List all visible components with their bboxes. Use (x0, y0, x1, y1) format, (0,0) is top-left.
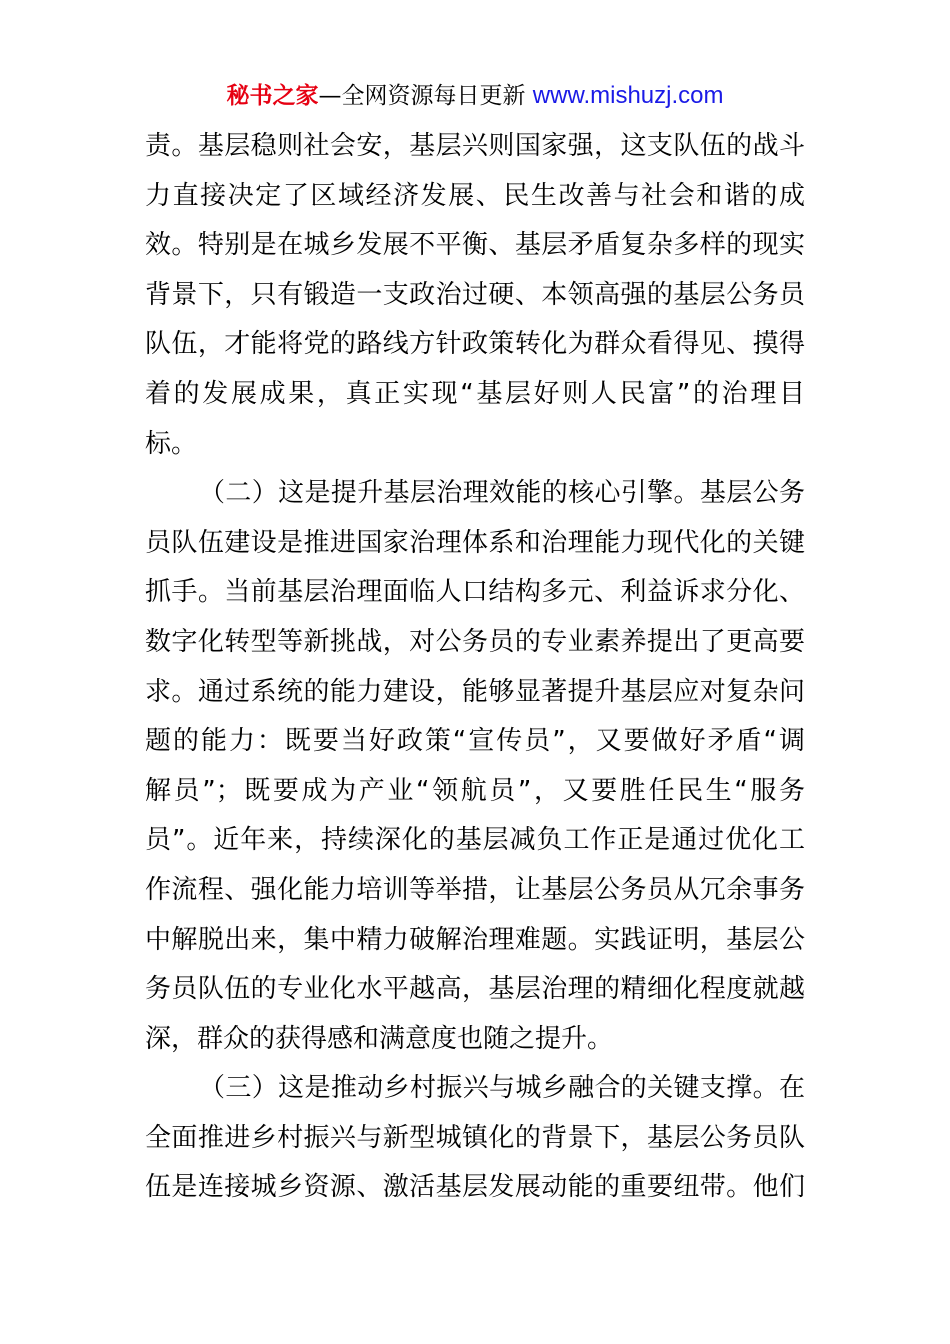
text-line: 中解脱出来，集中精力破解治理难题。实践证明，基层公 (145, 924, 805, 955)
text-line: 解员”；既要成为产业“领航员”，又要胜任民生“服务 (145, 775, 805, 806)
brand-name: 秘书之家 (226, 83, 319, 109)
text-line: 伍是连接城乡资源、激活基层发展动能的重要纽带。他们 (145, 1172, 805, 1203)
site-url-link[interactable]: www.mishuzj.com (532, 82, 724, 109)
text-line: 作流程、强化能力培训等举措，让基层公务员从冗余事务 (145, 874, 805, 905)
text-line: 深，群众的获得感和满意度也随之提升。 (145, 1023, 614, 1054)
text-line: 题的能力：既要当好政策“宣传员”，又要做好矛盾“调 (145, 726, 805, 757)
text-line: 数字化转型等新挑战，对公务员的专业素养提出了更高要 (145, 626, 805, 657)
document-body (145, 122, 805, 1213)
text-line: 员队伍建设是推进国家治理体系和治理能力现代化的关键 (145, 527, 805, 558)
text-line: 员”。近年来，持续深化的基层减负工作正是通过优化工 (145, 825, 805, 856)
paragraph-heading-line: （二）这是提升基层治理效能的核心引擎。基层公务 (199, 478, 805, 509)
text-line: 背景下，只有锻造一支政治过硬、本领高强的基层公务员 (145, 279, 805, 310)
text-line: 责。基层稳则社会安，基层兴则国家强，这支队伍的战斗 (145, 131, 805, 161)
text-line: 抓手。当前基层治理面临人口结构多元、利益诉求分化、 (145, 577, 805, 608)
text-line: 标。 (145, 428, 198, 459)
text-line: 全面推进乡村振兴与新型城镇化的背景下，基层公务员队 (145, 1122, 805, 1153)
text-line: 求。通过系统的能力建设，能够显著提升基层应对复杂问 (145, 676, 805, 707)
text-line: 力直接决定了区域经济发展、民生改善与社会和谐的成 (145, 180, 805, 211)
header-tagline: —全网资源每日更新 (318, 83, 526, 109)
text-line: 效。特别是在城乡发展不平衡、基层矛盾复杂多样的现实 (145, 230, 805, 261)
text-line: 队伍，才能将党的路线方针政策转化为群众看得见、摸得 (145, 329, 805, 360)
page-header (0, 80, 950, 112)
paragraph-heading-line: （三）这是推动乡村振兴与城乡融合的关键支撑。在 (199, 1073, 805, 1104)
text-line: 务员队伍的专业化水平越高，基层治理的精细化程度就越 (145, 974, 805, 1005)
text-line: 着的发展成果，真正实现“基层好则人民富”的治理目 (145, 378, 805, 409)
